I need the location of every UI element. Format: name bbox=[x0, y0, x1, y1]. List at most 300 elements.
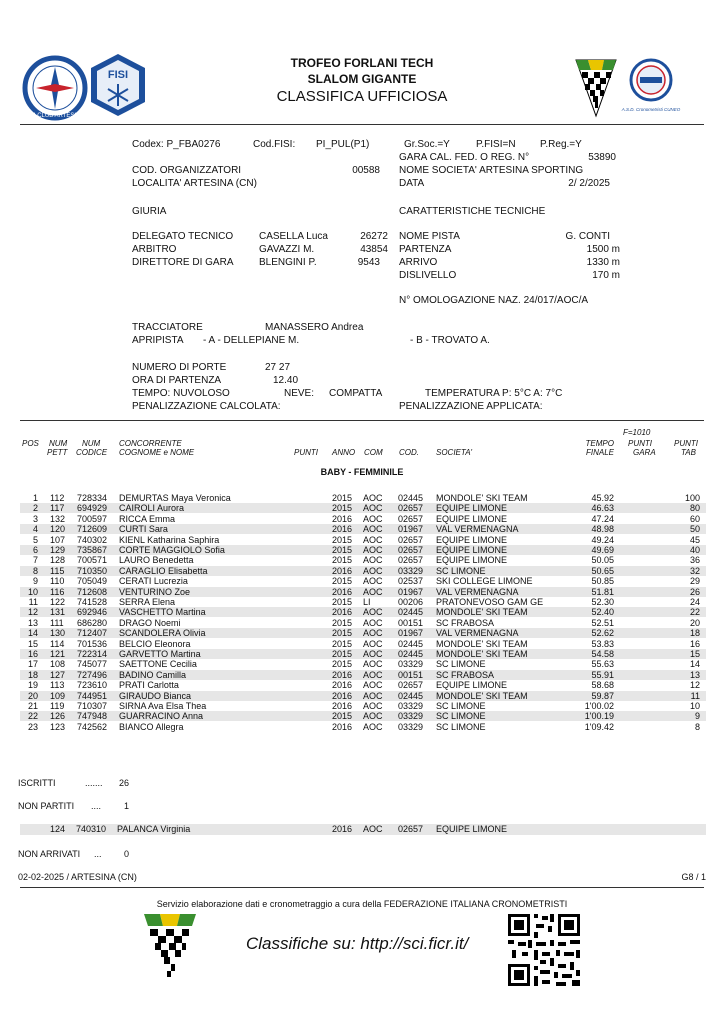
hdr-anno: ANNO bbox=[332, 448, 356, 457]
row-nome: KIENL Katharina Saphira bbox=[119, 534, 220, 545]
row-cod: 02445 bbox=[398, 493, 424, 503]
hdr-concorrente-2: COGNOME e NOME bbox=[119, 448, 195, 457]
row-cod: 02537 bbox=[398, 576, 424, 587]
row-punti-tab: 36 bbox=[689, 555, 700, 566]
nonpartiti-row bbox=[20, 824, 706, 835]
ficr-logo bbox=[574, 58, 618, 118]
hdr-tempo-1: TEMPO bbox=[585, 439, 614, 448]
hdr-num-cod-1: NUM bbox=[82, 439, 101, 448]
giuria-heading: GIURIA bbox=[132, 206, 167, 217]
row-punti-tab: 24 bbox=[689, 597, 700, 607]
porte-value: 27 27 bbox=[265, 362, 291, 373]
row-punti-tab: 10 bbox=[689, 701, 700, 711]
row-pett: 116 bbox=[50, 586, 65, 597]
row-punti-tab: 16 bbox=[689, 638, 700, 649]
row-pett: 132 bbox=[50, 513, 66, 524]
row-punti-tab: 8 bbox=[694, 721, 700, 732]
row-tempo: 52.40 bbox=[591, 607, 614, 618]
row-tempo: 52.62 bbox=[591, 628, 614, 639]
row-com: LI bbox=[363, 597, 371, 607]
nonarrivati-dots: ... bbox=[94, 849, 102, 859]
row-tempo: 45.92 bbox=[591, 493, 614, 503]
row-societa: EQUIPE LIMONE bbox=[436, 680, 508, 691]
row-pos: 19 bbox=[27, 680, 38, 691]
pfisi: P.FISI=N bbox=[476, 139, 516, 150]
direttore-name: BLENGINI P. bbox=[259, 257, 317, 268]
omologazione: N° OMOLOGAZIONE NAZ. 24/017/AOC/A bbox=[399, 295, 589, 306]
row-codice: 723610 bbox=[77, 680, 108, 691]
row-pett: 117 bbox=[50, 503, 65, 514]
table-row bbox=[20, 680, 706, 690]
row-anno: 2015 bbox=[332, 659, 353, 670]
row-anno: 2016 bbox=[332, 680, 353, 691]
table-row bbox=[20, 618, 706, 628]
row-nome: DRAGO Noemi bbox=[119, 617, 181, 628]
arbitro-num: 43854 bbox=[360, 244, 388, 255]
row-nome: BELCIO Eleonora bbox=[119, 638, 191, 649]
localita: LOCALITA' ARTESINA (CN) bbox=[132, 178, 257, 189]
row-anno: 2016 bbox=[332, 690, 353, 701]
row-societa: VAL VERMENAGNA bbox=[436, 586, 519, 597]
row-pos: 17 bbox=[27, 659, 38, 670]
row-punti-tab: 11 bbox=[690, 690, 700, 701]
table-row bbox=[20, 711, 706, 721]
row-tempo: 46.63 bbox=[591, 503, 614, 514]
row-punti-tab: 20 bbox=[689, 617, 700, 628]
row-cod: 00151 bbox=[398, 669, 424, 680]
row-punti-tab: 15 bbox=[689, 649, 700, 659]
table-row bbox=[20, 555, 706, 565]
row-cod: 02657 bbox=[398, 680, 424, 691]
row-societa: PRATONEVOSO GAM GE bbox=[436, 597, 544, 607]
row-pett: 107 bbox=[50, 534, 66, 545]
data-label: DATA bbox=[399, 178, 425, 189]
row-pos: 10 bbox=[27, 586, 38, 597]
row-com: AOC bbox=[363, 659, 383, 670]
row-tempo: 58.68 bbox=[591, 680, 614, 691]
row-pos: 16 bbox=[27, 649, 38, 659]
row-codice: 692946 bbox=[77, 607, 108, 618]
row-societa: MONDOLE' SKI TEAM bbox=[436, 493, 528, 503]
row-nome: DEMURTAS Maya Veronica bbox=[119, 493, 231, 503]
row-punti-tab: 100 bbox=[684, 493, 700, 503]
iscritti-count: 26 bbox=[119, 778, 130, 788]
row-com: AOC bbox=[363, 586, 383, 597]
row-tempo: 50.65 bbox=[591, 565, 614, 576]
row-punti-tab: 50 bbox=[689, 524, 700, 535]
partenza-value: 1500 m bbox=[586, 244, 620, 255]
row-cod: 03329 bbox=[398, 711, 424, 722]
hdr-concorrente-1: CONCORRENTE bbox=[119, 439, 182, 448]
row-anno: 2016 bbox=[332, 524, 353, 535]
row-com: AOC bbox=[363, 701, 383, 711]
row-pett: 128 bbox=[50, 555, 66, 566]
iscritti-label: ISCRITTI bbox=[18, 778, 56, 788]
arbitro-label: ARBITRO bbox=[132, 244, 177, 255]
table-row bbox=[20, 701, 706, 711]
np-nome: PALANCA Virginia bbox=[117, 824, 191, 834]
row-societa: EQUIPE LIMONE bbox=[436, 555, 508, 566]
row-punti-tab: 45 bbox=[689, 534, 700, 545]
delegato-num: 26272 bbox=[360, 231, 388, 242]
row-societa: SC LIMONE bbox=[436, 721, 486, 732]
row-pos: 12 bbox=[27, 607, 38, 618]
servizio-text: Servizio elaborazione dati e cronometraggio a cura della FEDERAZIONE ITALIANA CRONOMETRISTI bbox=[156, 899, 568, 909]
row-cod: 01967 bbox=[398, 586, 424, 597]
row-tempo: 50.85 bbox=[591, 576, 614, 587]
row-punti-tab: 12 bbox=[689, 680, 700, 691]
delegato-label: DELEGATO TECNICO bbox=[132, 231, 234, 242]
arbitro-name: GAVAZZI M. bbox=[259, 244, 315, 255]
row-codice: 747948 bbox=[77, 711, 108, 722]
row-pett: 119 bbox=[50, 701, 65, 711]
row-nome: CARAGLIO Elisabetta bbox=[119, 565, 208, 576]
row-tempo: 50.05 bbox=[591, 555, 614, 566]
sci-club-artesina-logo bbox=[22, 55, 92, 121]
row-punti-tab: 26 bbox=[689, 586, 700, 597]
dislivello-value: 170 m bbox=[592, 270, 620, 281]
porte-label: NUMERO DI PORTE bbox=[132, 362, 227, 373]
neve-value: COMPATTA bbox=[329, 388, 383, 399]
table-row bbox=[20, 493, 706, 503]
hdr-num-cod-2: CODICE bbox=[76, 448, 108, 457]
row-tempo: 55.63 bbox=[591, 659, 614, 670]
gara-num: 53890 bbox=[588, 152, 616, 163]
row-anno: 2015 bbox=[332, 555, 353, 566]
ora-value: 12.40 bbox=[273, 375, 299, 386]
grsoc: Gr.Soc.=Y bbox=[404, 139, 450, 150]
row-nome: SAETTONE Cecilia bbox=[119, 659, 197, 670]
row-com: AOC bbox=[363, 721, 383, 732]
np-societa: EQUIPE LIMONE bbox=[436, 824, 508, 834]
info-divider bbox=[20, 420, 704, 421]
row-com: AOC bbox=[363, 493, 383, 503]
row-societa: SC FRABOSA bbox=[436, 669, 495, 680]
caratteristiche-heading: CARATTERISTICHE TECNICHE bbox=[399, 206, 546, 217]
title-classifica: CLASSIFICA UFFICIOSA bbox=[276, 88, 448, 105]
table-row bbox=[20, 524, 706, 534]
row-anno: 2016 bbox=[332, 513, 353, 524]
row-codice: 745077 bbox=[77, 659, 108, 670]
row-tempo: 49.24 bbox=[591, 534, 614, 545]
tempo-meteo: TEMPO: NUVOLOSO bbox=[132, 388, 230, 399]
row-pett: 130 bbox=[50, 628, 66, 639]
logo-left2-text: FISI bbox=[107, 69, 129, 81]
row-codice: 705049 bbox=[77, 576, 108, 587]
row-pett: 127 bbox=[50, 669, 66, 680]
row-tempo: 54.58 bbox=[591, 649, 614, 659]
row-punti-tab: 22 bbox=[689, 607, 700, 618]
row-codice: 712608 bbox=[77, 586, 108, 597]
row-punti-tab: 32 bbox=[689, 565, 700, 576]
row-punti-tab: 18 bbox=[689, 628, 700, 639]
row-anno: 2016 bbox=[332, 607, 353, 618]
hdr-com: COM bbox=[364, 448, 383, 457]
table-row bbox=[20, 503, 706, 513]
row-cod: 02657 bbox=[398, 555, 424, 566]
row-societa: EQUIPE LIMONE bbox=[436, 545, 508, 555]
row-anno: 2016 bbox=[332, 586, 353, 597]
row-anno: 2016 bbox=[332, 701, 353, 711]
row-tempo: 59.87 bbox=[591, 690, 614, 701]
row-com: AOC bbox=[363, 617, 383, 628]
row-tempo: 1'00.19 bbox=[584, 711, 614, 722]
table-row bbox=[20, 576, 706, 586]
table-row bbox=[20, 607, 706, 617]
row-cod: 02445 bbox=[398, 638, 424, 649]
row-punti-tab: 60 bbox=[689, 513, 700, 524]
gara-label: GARA CAL. FED. O REG. N° bbox=[399, 152, 530, 163]
row-pos: 14 bbox=[27, 628, 38, 639]
row-pos: 2 bbox=[32, 503, 38, 514]
codorg-label: COD. ORGANIZZATORI bbox=[132, 165, 242, 176]
row-codice: 710350 bbox=[77, 565, 108, 576]
hdr-punti: PUNTI bbox=[294, 448, 318, 457]
row-pos: 11 bbox=[28, 597, 38, 607]
row-nome: BIANCO Allegra bbox=[119, 721, 184, 732]
row-tempo: 55.91 bbox=[591, 669, 614, 680]
table-row bbox=[20, 566, 706, 576]
table-row bbox=[20, 670, 706, 680]
row-codice: 735867 bbox=[77, 545, 108, 555]
row-pett: 114 bbox=[50, 638, 65, 649]
nonarrivati-label: NON ARRIVATI bbox=[18, 849, 81, 859]
row-com: AOC bbox=[363, 555, 383, 566]
np-anno: 2016 bbox=[332, 824, 353, 834]
row-nome: SERRA Elena bbox=[119, 597, 176, 607]
row-anno: 2015 bbox=[332, 649, 353, 659]
footer-left: 02-02-2025 / ARTESINA (CN) bbox=[18, 872, 137, 882]
row-com: AOC bbox=[363, 545, 383, 555]
row-cod: 03329 bbox=[398, 565, 424, 576]
row-punti-tab: 9 bbox=[694, 711, 700, 722]
pen-applicata: PENALIZZAZIONE APPLICATA: bbox=[399, 401, 543, 412]
row-pett: 126 bbox=[50, 711, 66, 722]
row-nome: CAIROLI Aurora bbox=[119, 503, 185, 514]
logo-right-text: A.S.D. Cronometristi CUNEO bbox=[621, 107, 681, 112]
np-com: AOC bbox=[363, 824, 383, 834]
row-nome: VASCHETTO Martina bbox=[119, 607, 206, 618]
row-anno: 2015 bbox=[332, 597, 353, 607]
row-anno: 2015 bbox=[332, 493, 353, 503]
footer-divider bbox=[20, 887, 704, 888]
codfisi: PI_PUL(P1) bbox=[316, 139, 370, 150]
hdr-f-value: F=1010 bbox=[623, 428, 651, 437]
row-societa: MONDOLE' SKI TEAM bbox=[436, 638, 528, 649]
row-pett: 113 bbox=[50, 680, 65, 691]
neve-label: NEVE: bbox=[284, 388, 315, 399]
row-nome: VENTURINO Zoe bbox=[119, 586, 191, 597]
row-codice: 744951 bbox=[77, 690, 108, 701]
row-anno: 2015 bbox=[332, 534, 353, 545]
row-societa: SKI COLLEGE LIMONE bbox=[436, 576, 533, 587]
row-com: AOC bbox=[363, 607, 383, 618]
table-row bbox=[20, 649, 706, 659]
row-anno: 2016 bbox=[332, 721, 353, 732]
hdr-punti-gara-2: GARA bbox=[633, 448, 656, 457]
row-societa: EQUIPE LIMONE bbox=[436, 513, 508, 524]
nonpartiti-count: 1 bbox=[124, 801, 130, 811]
row-codice: 694929 bbox=[77, 503, 108, 514]
hdr-societa: SOCIETA' bbox=[436, 448, 473, 457]
row-nome: GARVETTO Martina bbox=[119, 649, 201, 659]
classifiche-link[interactable]: Classifiche su: http://sci.ficr.it/ bbox=[246, 934, 469, 953]
nonpartiti-dots: .... bbox=[91, 801, 102, 811]
row-nome: CORTE MAGGIOLO Sofia bbox=[119, 545, 225, 555]
row-societa: EQUIPE LIMONE bbox=[436, 534, 508, 545]
row-societa: VAL VERMENAGNA bbox=[436, 628, 519, 639]
preg: P.Reg.=Y bbox=[540, 139, 582, 150]
row-cod: 03329 bbox=[398, 659, 424, 670]
row-codice: 701536 bbox=[77, 638, 108, 649]
table-row bbox=[20, 722, 706, 732]
row-pos: 21 bbox=[27, 701, 38, 711]
row-nome: LAURO Benedetta bbox=[119, 555, 194, 566]
row-pett: 115 bbox=[50, 565, 65, 576]
row-anno: 2015 bbox=[332, 638, 353, 649]
row-tempo: 52.30 bbox=[591, 597, 614, 607]
row-cod: 01967 bbox=[398, 628, 424, 639]
pista-value: G. CONTI bbox=[565, 231, 610, 242]
row-tempo: 1'00.02 bbox=[584, 701, 614, 711]
arrivo-label: ARRIVO bbox=[399, 257, 438, 268]
row-anno: 2015 bbox=[332, 628, 353, 639]
fisi-logo bbox=[87, 52, 149, 118]
tracciatore-label: TRACCIATORE bbox=[132, 322, 203, 333]
row-cod: 02657 bbox=[398, 503, 424, 514]
row-nome: RICCA Emma bbox=[119, 513, 176, 524]
row-tempo: 47.24 bbox=[591, 513, 614, 524]
row-cod: 03329 bbox=[398, 701, 424, 711]
row-codice: 722314 bbox=[77, 649, 108, 659]
row-anno: 2015 bbox=[332, 503, 353, 514]
row-societa: SC LIMONE bbox=[436, 565, 486, 576]
row-pos: 20 bbox=[27, 690, 38, 701]
row-pos: 3 bbox=[32, 513, 38, 524]
row-nome: GUARRACINO Anna bbox=[119, 711, 204, 722]
row-pett: 129 bbox=[50, 545, 66, 555]
row-societa: SC LIMONE bbox=[436, 711, 486, 722]
row-pos: 22 bbox=[27, 711, 38, 722]
row-cod: 00206 bbox=[398, 597, 424, 607]
row-cod: 03329 bbox=[398, 721, 424, 732]
row-pos: 7 bbox=[32, 555, 38, 566]
row-tempo: 53.83 bbox=[591, 638, 614, 649]
row-com: AOC bbox=[363, 680, 383, 691]
table-row bbox=[20, 659, 706, 669]
nonpartiti-label: NON PARTITI bbox=[18, 801, 75, 811]
row-codice: 727496 bbox=[77, 669, 108, 680]
direttore-num: 9543 bbox=[357, 257, 380, 268]
row-codice: 740302 bbox=[77, 534, 108, 545]
table-row bbox=[20, 628, 706, 638]
hdr-pos: POS bbox=[22, 439, 39, 448]
row-com: AOC bbox=[363, 638, 383, 649]
row-nome: CURTI Sara bbox=[119, 524, 168, 535]
nonarrivati-count: 0 bbox=[124, 849, 130, 859]
tracciatore-name: MANASSERO Andrea bbox=[265, 322, 364, 333]
apripista-label: APRIPISTA bbox=[132, 335, 184, 346]
category-title: BABY - FEMMINILE bbox=[320, 467, 404, 477]
footer-page: G8 / 1 bbox=[681, 872, 706, 882]
row-nome: BADINO Camilla bbox=[119, 669, 187, 680]
iscritti-dots: ....... bbox=[85, 778, 103, 788]
pista-label: NOME PISTA bbox=[399, 231, 460, 242]
row-punti-tab: 14 bbox=[689, 659, 700, 670]
row-tempo: 48.98 bbox=[591, 524, 614, 535]
row-punti-tab: 80 bbox=[689, 503, 700, 514]
row-cod: 01967 bbox=[398, 524, 424, 535]
title-slalom: SLALOM GIGANTE bbox=[307, 72, 417, 86]
row-nome: GIRAUDO Bianca bbox=[119, 690, 192, 701]
row-pett: 110 bbox=[50, 576, 65, 587]
cronometristi-cuneo-logo bbox=[621, 58, 681, 114]
row-pos: 18 bbox=[27, 669, 38, 680]
hdr-num-pett-1: NUM bbox=[49, 439, 68, 448]
header-divider bbox=[20, 124, 704, 125]
data-value: 2/ 2/2025 bbox=[568, 178, 610, 189]
partenza-label: PARTENZA bbox=[399, 244, 452, 255]
row-com: AOC bbox=[363, 534, 383, 545]
table-row bbox=[20, 545, 706, 555]
row-com: AOC bbox=[363, 711, 383, 722]
row-punti-tab: 29 bbox=[689, 576, 700, 587]
row-com: AOC bbox=[363, 503, 383, 514]
row-cod: 02445 bbox=[398, 649, 424, 659]
row-tempo: 52.51 bbox=[591, 617, 614, 628]
codfisi-label: Cod.FISI: bbox=[253, 139, 296, 150]
row-pett: 121 bbox=[50, 649, 66, 659]
qr-code bbox=[506, 912, 582, 988]
row-pett: 123 bbox=[50, 721, 66, 732]
row-anno: 2015 bbox=[332, 711, 353, 722]
row-codice: 712407 bbox=[77, 628, 108, 639]
row-societa: SC FRABOSA bbox=[436, 617, 495, 628]
row-codice: 686280 bbox=[77, 617, 108, 628]
row-pett: 120 bbox=[50, 524, 66, 535]
temperatura: TEMPERATURA P: 5°C A: 7°C bbox=[425, 388, 563, 399]
row-com: AOC bbox=[363, 669, 383, 680]
row-cod: 02657 bbox=[398, 545, 424, 555]
row-societa: MONDOLE' SKI TEAM bbox=[436, 649, 528, 659]
row-tempo: 51.81 bbox=[591, 586, 614, 597]
row-anno: 2016 bbox=[332, 669, 353, 680]
table-row bbox=[20, 587, 706, 597]
hdr-tempo-2: FINALE bbox=[585, 448, 614, 457]
row-tempo: 49.69 bbox=[591, 545, 614, 555]
apripista-b: - B - TROVATO A. bbox=[410, 335, 490, 346]
row-com: AOC bbox=[363, 649, 383, 659]
row-pett: 108 bbox=[50, 659, 66, 670]
row-anno: 2015 bbox=[332, 617, 353, 628]
row-pos: 13 bbox=[27, 617, 38, 628]
table-row bbox=[20, 597, 706, 607]
row-com: AOC bbox=[363, 513, 383, 524]
np-pett: 124 bbox=[50, 824, 66, 834]
row-codice: 728334 bbox=[77, 493, 108, 503]
table-row bbox=[20, 639, 706, 649]
row-pett: 109 bbox=[50, 690, 66, 701]
dislivello-label: DISLIVELLO bbox=[399, 270, 457, 281]
arrivo-value: 1330 m bbox=[586, 257, 620, 268]
row-cod: 02657 bbox=[398, 534, 424, 545]
row-punti-tab: 13 bbox=[689, 669, 700, 680]
row-codice: 710307 bbox=[77, 701, 108, 711]
row-societa: SC LIMONE bbox=[436, 659, 486, 670]
row-nome: CERATI Lucrezia bbox=[119, 576, 188, 587]
row-pett: 131 bbox=[50, 607, 66, 618]
apripista-a: - A - DELLEPIANE M. bbox=[203, 335, 300, 346]
